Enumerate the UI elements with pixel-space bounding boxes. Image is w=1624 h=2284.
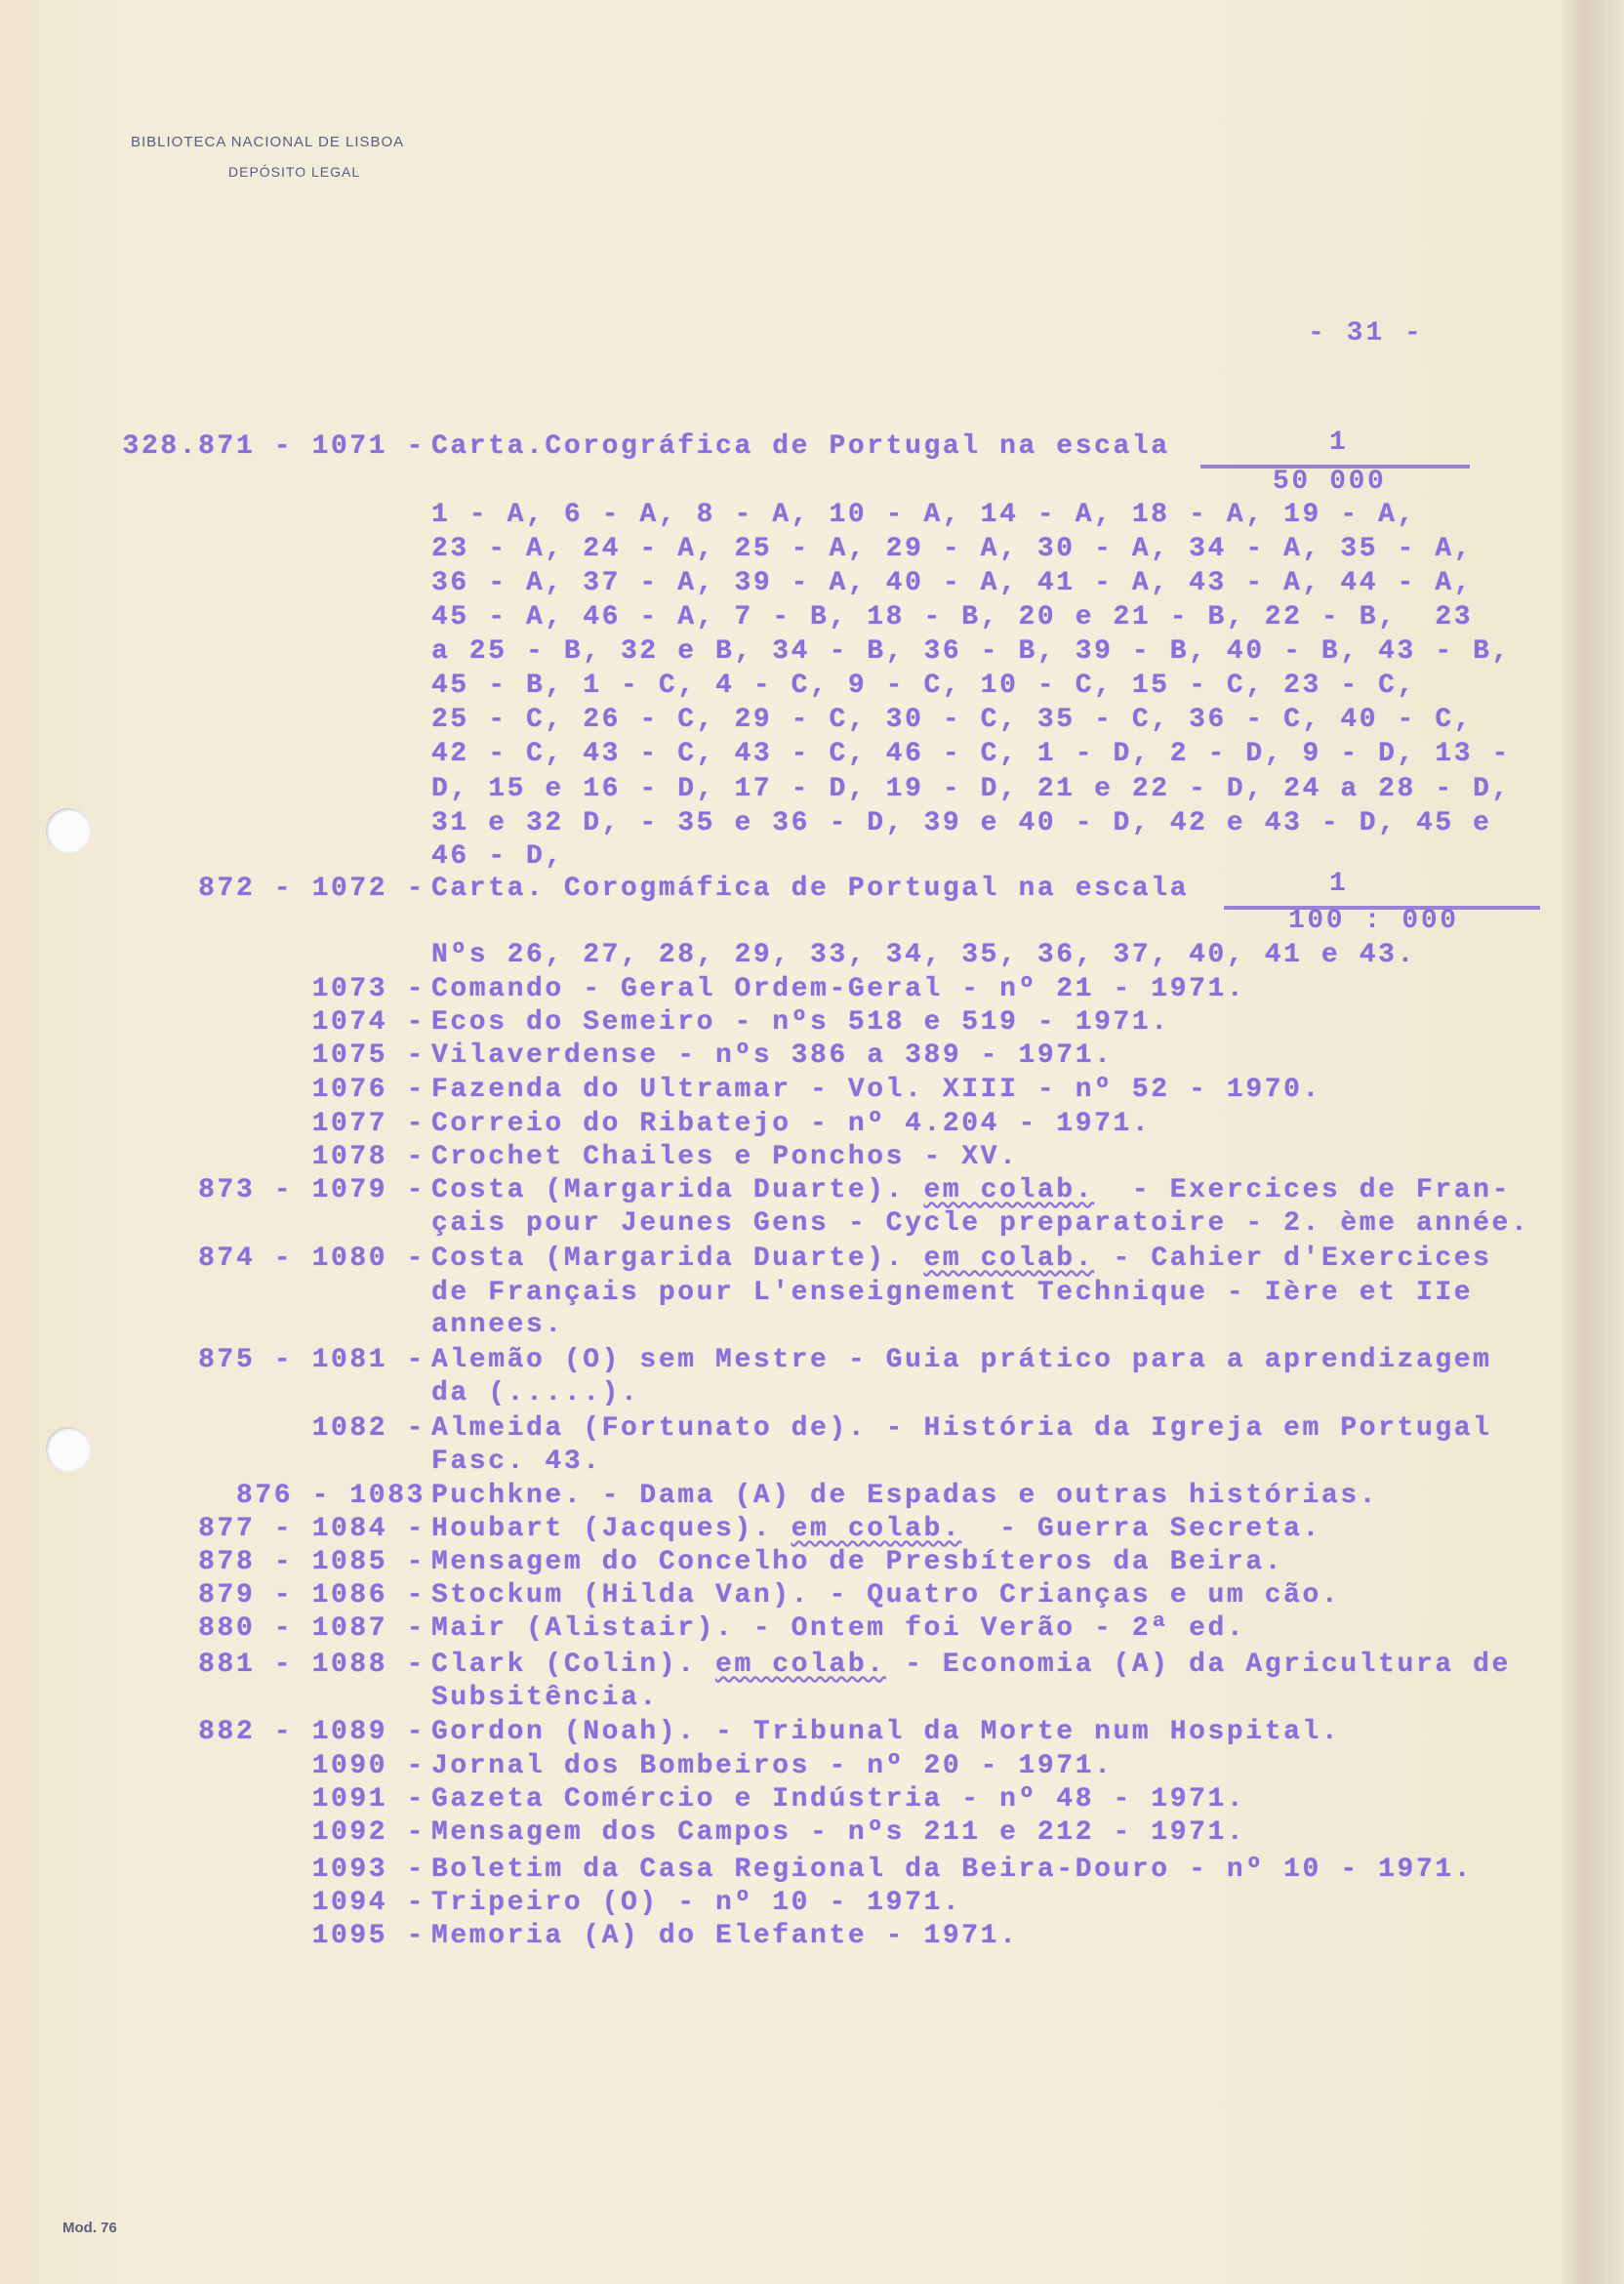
register-line xyxy=(0,1479,1624,1513)
entry-text xyxy=(431,1611,1245,1646)
entry-number: 878 - 1085 - xyxy=(198,1547,426,1577)
collaboration-note: em colab. xyxy=(791,1514,962,1544)
entry-number: 872 - 1072 - xyxy=(198,874,426,904)
entry-text-part: Subsitência. xyxy=(431,1683,659,1713)
entry-text-part: Gordon (Noah). - Tribunal da Morte num Hospital. xyxy=(431,1717,1341,1747)
entry-text xyxy=(431,1073,1321,1107)
entry-number: 882 - 1089 - xyxy=(198,1717,426,1747)
register-line xyxy=(0,600,1624,634)
scale-denominator: 50 000 xyxy=(1273,467,1387,497)
entry-text-part: çais pour Jeunes Gens - Cycle preparatoire - 2. ème année. xyxy=(431,1208,1530,1239)
register-line xyxy=(0,1107,1624,1141)
register-line xyxy=(0,1376,1624,1410)
entry-text xyxy=(431,938,1416,972)
entry-text-part: Fasc. 43. xyxy=(431,1447,602,1477)
entry-text-part: Jornal dos Bombeiros - nº 20 - 1971. xyxy=(431,1751,1114,1781)
entry-text-part: Carta. Corogmáfica de Portugal na escala xyxy=(431,874,1190,904)
entry-text xyxy=(431,737,1511,771)
entry-text xyxy=(431,600,1473,634)
collaboration-note: em colab. xyxy=(923,1244,1095,1274)
entry-text xyxy=(431,703,1473,737)
entry-text xyxy=(431,1545,1283,1579)
register-line xyxy=(0,1512,1624,1546)
entry-text xyxy=(431,1648,1511,1682)
entry-number: 1074 - xyxy=(311,1007,426,1038)
entry-text-part: Mensagem do Concelho de Presbíteros da Beira. xyxy=(431,1547,1284,1577)
entry-text xyxy=(431,1039,1114,1073)
entry-text xyxy=(431,1140,1019,1174)
register-line xyxy=(0,737,1624,771)
entry-number: 1075 - xyxy=(311,1040,426,1071)
entry-text xyxy=(431,806,1492,840)
entry-text-part: Crochet Chailes e Ponchos - XV. xyxy=(431,1142,1019,1172)
entry-text-part: Stockum (Hilda Van). - Quatro Crianças e um cão. xyxy=(431,1580,1341,1611)
entry-text xyxy=(431,566,1473,600)
entry-text xyxy=(431,1715,1340,1749)
entry-number: 1093 - xyxy=(311,1855,426,1885)
entry-text-part: Carta.Corográfica de Portugal na escala xyxy=(431,431,1170,462)
entry-number: 873 - 1079 - xyxy=(198,1175,426,1205)
entry-text xyxy=(431,429,1170,464)
entry-text-part: 31 e 32 D, - 35 e 36 - D, 39 e 40 - D, 42 e 43 - D, 45 e xyxy=(431,808,1492,838)
entry-text-part: Houbart (Jacques). xyxy=(431,1514,792,1544)
register-line xyxy=(0,972,1624,1006)
register-line xyxy=(0,1039,1624,1073)
entry-number: 874 - 1080 - xyxy=(198,1244,426,1274)
entry-number: 877 - 1084 - xyxy=(198,1514,426,1544)
entry-text-part: Mensagem dos Campos - nºs 211 e 212 - 1971. xyxy=(431,1817,1246,1848)
register-line xyxy=(0,1749,1624,1783)
entry-text-part: annees. xyxy=(431,1310,564,1340)
register-line xyxy=(0,1886,1624,1920)
entry-text xyxy=(431,1206,1529,1241)
scale-numerator: 1 xyxy=(1329,869,1349,899)
entry-text-part: 45 - A, 46 - A, 7 - B, 18 - B, 20 e 21 - B, 22 - B, 23 xyxy=(431,602,1474,632)
register-line xyxy=(0,703,1624,737)
entry-number: 880 - 1087 - xyxy=(198,1613,426,1644)
register-line xyxy=(0,1343,1624,1377)
register-line xyxy=(0,1173,1624,1207)
entry-text xyxy=(431,1919,1019,1953)
register-line xyxy=(0,1815,1624,1850)
register-line xyxy=(0,1853,1624,1887)
entry-number: 881 - 1088 - xyxy=(198,1650,426,1680)
entry-text xyxy=(431,1343,1492,1377)
entry-text-part: Costa (Margarida Duarte). xyxy=(431,1244,924,1274)
entry-text-part: D, 15 e 16 - D, 17 - D, 19 - D, 21 e 22 - D, 24 a 28 - D, xyxy=(431,774,1511,804)
entry-number: 328.871 - 1071 - xyxy=(122,431,426,462)
entry-text xyxy=(431,1276,1473,1310)
entry-text xyxy=(431,1578,1340,1612)
register-line xyxy=(0,532,1624,566)
entry-text xyxy=(431,1173,1511,1207)
entry-text-part: 25 - C, 26 - C, 29 - C, 30 - C, 35 - C, 36 - C, 40 - C, xyxy=(431,705,1474,735)
register-line xyxy=(0,669,1624,703)
entry-text xyxy=(431,634,1511,669)
entry-text-part: a 25 - B, 32 e B, 34 - B, 36 - B, 39 - B, 40 - B, 43 - B, xyxy=(431,636,1511,667)
register-line xyxy=(0,1005,1624,1040)
entry-text xyxy=(431,1411,1492,1446)
entry-text-part: Memoria (A) do Elefante - 1971. xyxy=(431,1921,1019,1951)
entry-text xyxy=(431,839,564,874)
scale-denominator: 100 : 000 xyxy=(1288,906,1459,936)
form-number: Mod. 76 xyxy=(62,2220,117,2236)
entry-text xyxy=(431,1005,1170,1040)
entry-number: 1094 - xyxy=(311,1888,426,1918)
entry-text xyxy=(431,872,1189,906)
entry-text xyxy=(431,1308,564,1342)
register-line xyxy=(0,1578,1624,1612)
entry-text xyxy=(431,498,1416,532)
entry-number: 879 - 1086 - xyxy=(198,1580,426,1611)
register-line xyxy=(0,1648,1624,1682)
register-line xyxy=(0,1545,1624,1579)
entry-text xyxy=(431,1242,1492,1276)
entry-text-part: Mair (Alistair). - Ontem foi Verão - 2ª ed. xyxy=(431,1613,1246,1644)
entry-text xyxy=(431,1445,602,1479)
entry-text xyxy=(431,972,1245,1006)
entry-number: 1090 - xyxy=(311,1751,426,1781)
register-line xyxy=(0,1681,1624,1715)
entry-text-part: Puchkne. - Dama (A) de Espadas e outras histórias. xyxy=(431,1481,1379,1511)
entry-number: 875 - 1081 - xyxy=(198,1345,426,1375)
entry-text-part: Boletim da Casa Regional da Beira-Douro - nº 10 - 1971. xyxy=(431,1855,1474,1885)
register-line xyxy=(0,839,1624,874)
entry-text-part: - Economia (A) da Agricultura de xyxy=(885,1650,1511,1680)
register-line xyxy=(0,1073,1624,1107)
page-number: - 31 - xyxy=(1308,318,1424,348)
entry-text xyxy=(431,669,1416,703)
entry-text-part: Comando - Geral Ordem-Geral - nº 21 - 1971. xyxy=(431,974,1246,1004)
register-line xyxy=(0,498,1624,532)
register-line xyxy=(0,772,1624,806)
collaboration-note: em colab. xyxy=(923,1175,1095,1205)
register-line xyxy=(0,634,1624,669)
register-line xyxy=(0,1242,1624,1276)
register-line xyxy=(0,1308,1624,1342)
entry-text-part: Costa (Margarida Duarte). xyxy=(431,1175,924,1205)
register-line xyxy=(0,872,1624,906)
entry-number: 1092 - xyxy=(311,1817,426,1848)
register-line xyxy=(0,429,1624,464)
entry-number: 1076 - xyxy=(311,1075,426,1105)
entry-text-part: - Cahier d'Exercices xyxy=(1094,1244,1492,1274)
entry-text-part: Fazenda do Ultramar - Vol. XIII - nº 52 - 1970. xyxy=(431,1075,1321,1105)
register-line xyxy=(0,1919,1624,1953)
entry-number: 1091 - xyxy=(311,1784,426,1815)
entry-text-part: da (.....). xyxy=(431,1378,640,1408)
register-line xyxy=(0,938,1624,972)
collaboration-note: em colab. xyxy=(715,1650,886,1680)
entry-text xyxy=(431,1886,961,1920)
entry-text-part: Ecos do Semeiro - nºs 518 e 519 - 1971. xyxy=(431,1007,1170,1038)
entry-text-part: 42 - C, 43 - C, 43 - C, 46 - C, 1 - D, 2 - D, 9 - D, 13 - xyxy=(431,739,1511,769)
entry-text-part: 36 - A, 37 - A, 39 - A, 40 - A, 41 - A, 43 - A, 44 - A, xyxy=(431,568,1474,598)
entry-number: 1078 - xyxy=(311,1142,426,1172)
entry-text-part: Vilaverdense - nºs 386 a 389 - 1971. xyxy=(431,1040,1114,1071)
entry-text xyxy=(431,1107,1151,1141)
register-line xyxy=(0,1276,1624,1310)
scale-numerator: 1 xyxy=(1329,428,1349,458)
register-line xyxy=(0,1445,1624,1479)
entry-text-part: Alemão (O) sem Mestre - Guia prático para a aprendizagem xyxy=(431,1345,1492,1375)
register-line xyxy=(0,1411,1624,1446)
entry-text-part: Nºs 26, 27, 28, 29, 33, 34, 35, 36, 37, 40, 41 e 43. xyxy=(431,940,1416,970)
entry-text-part: 23 - A, 24 - A, 25 - A, 29 - A, 30 - A, 34 - A, 35 - A, xyxy=(431,534,1474,564)
register-line xyxy=(0,806,1624,840)
entry-text-part: Correio do Ribatejo - nº 4.204 - 1971. xyxy=(431,1109,1152,1139)
entry-text xyxy=(431,1681,659,1715)
entry-text xyxy=(431,1479,1378,1513)
register-line xyxy=(0,1782,1624,1816)
institution-header: BIBLIOTECA NACIONAL DE LISBOA xyxy=(131,134,405,150)
entry-text-part: Clark (Colin). xyxy=(431,1650,716,1680)
entry-text-part: 46 - D, xyxy=(431,841,564,872)
entry-text xyxy=(431,1376,639,1410)
entry-text-part: de Français pour L'enseignement Technique - Ière et IIe xyxy=(431,1278,1474,1308)
department-header: DEPÓSITO LEGAL xyxy=(228,164,361,180)
entry-text-part: - Exercices de Fran- xyxy=(1094,1175,1511,1205)
entry-number: 1082 - xyxy=(311,1413,426,1444)
entry-text-part: - Guerra Secreta. xyxy=(961,1514,1321,1544)
entry-text-part: Gazeta Comércio e Indústria - nº 48 - 1971. xyxy=(431,1784,1246,1815)
register-line xyxy=(0,566,1624,600)
entry-text xyxy=(431,772,1511,806)
entry-text xyxy=(431,1512,1321,1546)
register-line xyxy=(0,1140,1624,1174)
entry-number: 876 - 1083 xyxy=(235,1481,426,1511)
entry-number: 1077 - xyxy=(311,1109,426,1139)
register-line xyxy=(0,1206,1624,1241)
entry-text xyxy=(431,532,1473,566)
entry-text xyxy=(431,1853,1473,1887)
entry-number: 1095 - xyxy=(311,1921,426,1951)
entry-text xyxy=(431,1782,1245,1816)
entry-text-part: Almeida (Fortunato de). - História da Igreja em Portugal xyxy=(431,1413,1492,1444)
entry-text-part: 45 - B, 1 - C, 4 - C, 9 - C, 10 - C, 15 - C, 23 - C, xyxy=(431,671,1416,701)
entry-text-part: Tripeiro (O) - nº 10 - 1971. xyxy=(431,1888,962,1918)
entry-text xyxy=(431,1815,1245,1850)
entry-text-part: 1 - A, 6 - A, 8 - A, 10 - A, 14 - A, 18 - A, 19 - A, xyxy=(431,500,1416,530)
entry-text xyxy=(431,1749,1114,1783)
register-line xyxy=(0,1715,1624,1749)
entry-number: 1073 - xyxy=(311,974,426,1004)
register-line xyxy=(0,1611,1624,1646)
